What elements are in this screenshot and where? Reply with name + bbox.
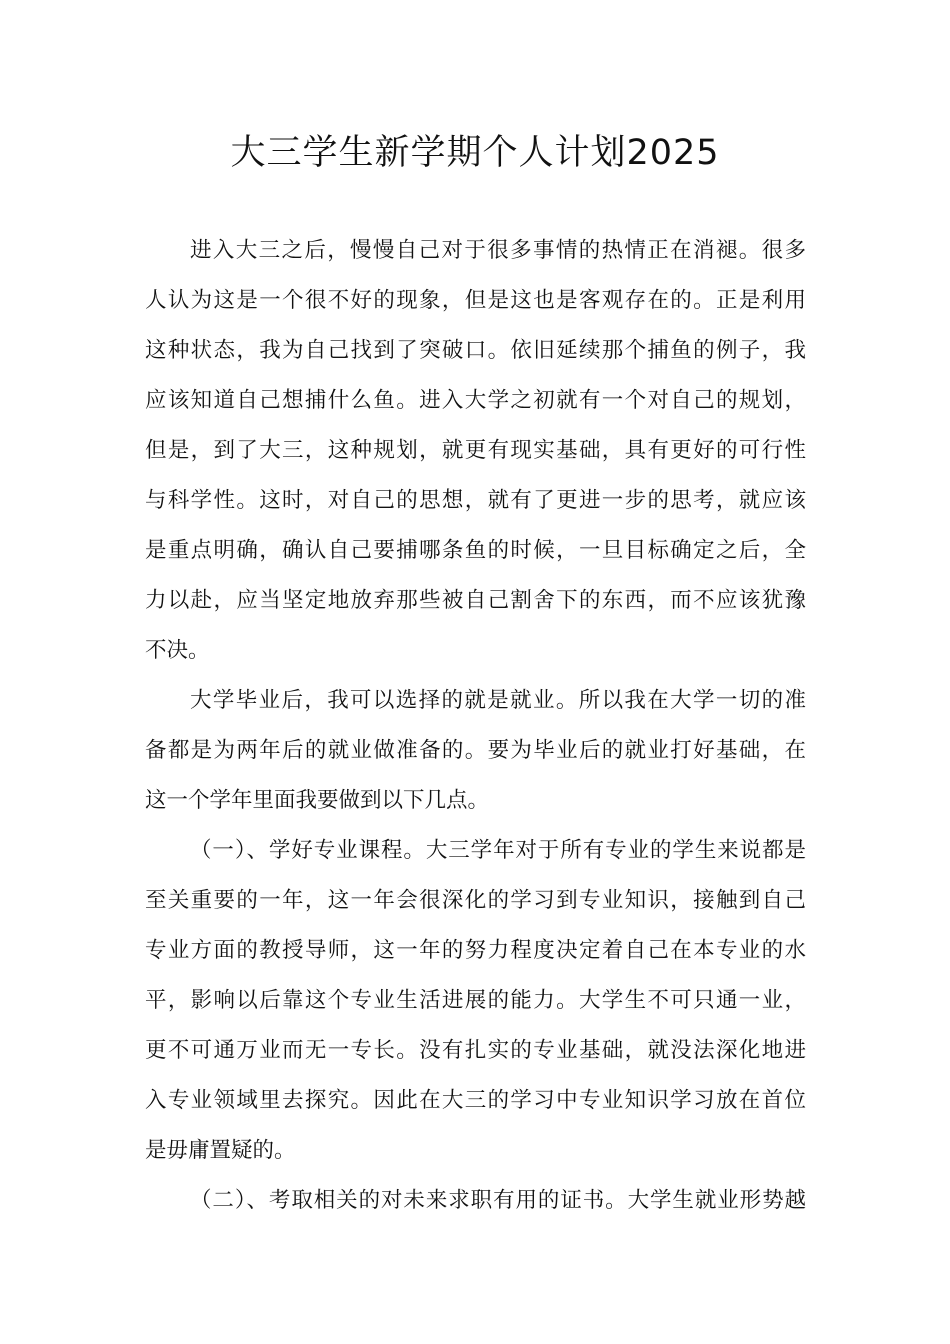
paragraph-1-line-2: 人认为这是一个很不好的现象，但是这也是客观存在的。正是利用: [145, 288, 806, 313]
paragraph-3-line-7: 是毋庸置疑的。: [145, 1138, 296, 1163]
paragraph-3-line-6: 入专业领域里去探究。因此在大三的学习中专业知识学习放在首位: [145, 1088, 806, 1113]
paragraph-1-line-7: 是重点明确，确认自己要捕哪条鱼的时候，一旦目标确定之后，全: [145, 538, 806, 563]
paragraph-3-line-2: 至关重要的一年，这一年会很深化的学习到专业知识，接触到自己: [145, 888, 806, 913]
paragraph-1-line-6: 与科学性。这时，对自己的思想，就有了更进一步的思考，就应该: [145, 488, 806, 513]
paragraph-4-line-1: （二）、考取相关的对未来求职有用的证书。大学生就业形势越: [190, 1188, 806, 1213]
paragraph-1-line-9: 不决。: [145, 638, 210, 663]
paragraph-1-line-5: 但是，到了大三，这种规划，就更有现实基础，具有更好的可行性: [145, 438, 806, 463]
paragraph-1-line-4: 应该知道自己想捕什么鱼。进入大学之初就有一个对自己的规划，: [145, 388, 806, 413]
paragraph-2-line-1: 大学毕业后，我可以选择的就是就业。所以我在大学一切的准: [190, 688, 806, 713]
paragraph-3-line-5: 更不可通万业而无一专长。没有扎实的专业基础，就没法深化地进: [145, 1038, 806, 1063]
paragraph-1-line-1: 进入大三之后，慢慢自己对于很多事情的热情正在消褪。很多: [190, 238, 806, 263]
paragraph-3-line-3: 专业方面的教授导师，这一年的努力程度决定着自己在本专业的水: [145, 938, 806, 963]
paragraph-3-line-1: （一）、学好专业课程。大三学年对于所有专业的学生来说都是: [190, 838, 806, 863]
paragraph-1-line-8: 力以赴，应当坚定地放弃那些被自己割舍下的东西，而不应该犹豫: [145, 588, 806, 613]
paragraph-2-line-2: 备都是为两年后的就业做准备的。要为毕业后的就业打好基础，在: [145, 738, 806, 763]
document-title: 大三学生新学期个人计划2025: [230, 133, 720, 173]
paragraph-3-line-4: 平，影响以后靠这个专业生活进展的能力。大学生不可只通一业，: [145, 988, 806, 1013]
paragraph-1-line-3: 这种状态，我为自己找到了突破口。依旧延续那个捕鱼的例子，我: [145, 338, 806, 363]
paragraph-2-line-3: 这一个学年里面我要做到以下几点。: [145, 788, 490, 813]
